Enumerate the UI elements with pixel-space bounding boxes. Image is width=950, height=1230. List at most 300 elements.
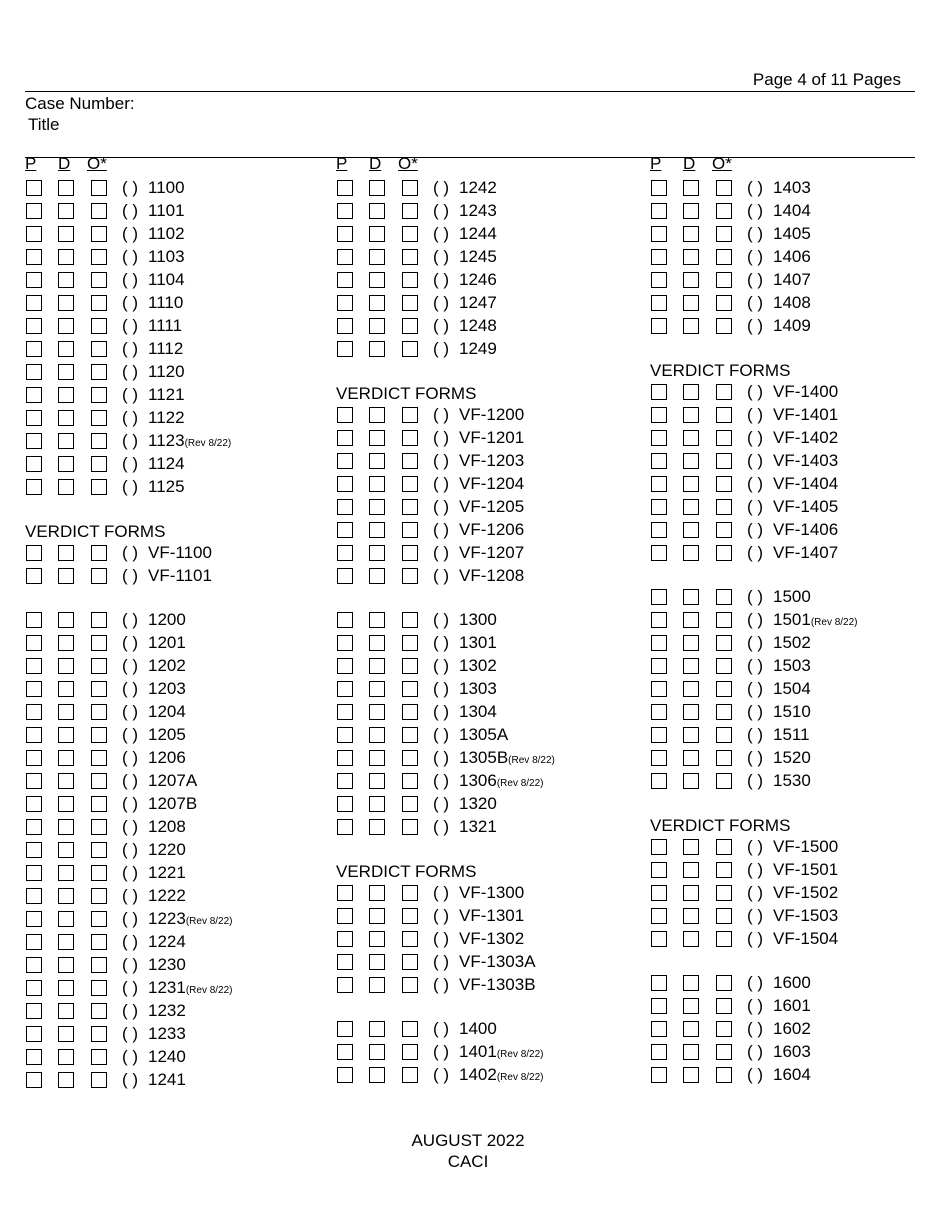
selection-parens[interactable]: ( ) [747,201,764,220]
checkbox-p[interactable] [337,773,353,789]
checkbox-p[interactable] [337,545,353,561]
checkbox-d[interactable] [369,568,385,584]
checkbox-p[interactable] [26,295,42,311]
checkbox-o[interactable] [91,681,107,697]
checkbox-o[interactable] [402,295,418,311]
checkbox-d[interactable] [369,727,385,743]
checkbox-d[interactable] [58,249,74,265]
checkbox-d[interactable] [58,203,74,219]
checkbox-o[interactable] [91,272,107,288]
selection-parens[interactable]: ( ) [122,1024,139,1043]
selection-parens[interactable]: ( ) [747,178,764,197]
checkbox-p[interactable] [26,1049,42,1065]
selection-parens[interactable]: ( ) [122,270,139,289]
checkbox-p[interactable] [651,453,667,469]
checkbox-p[interactable] [651,589,667,605]
selection-parens[interactable]: ( ) [747,656,764,675]
checkbox-p[interactable] [337,180,353,196]
checkbox-o[interactable] [91,1003,107,1019]
selection-parens[interactable]: ( ) [747,1065,764,1084]
checkbox-o[interactable] [402,819,418,835]
checkbox-d[interactable] [683,476,699,492]
checkbox-o[interactable] [402,773,418,789]
checkbox-p[interactable] [651,295,667,311]
checkbox-d[interactable] [683,295,699,311]
checkbox-d[interactable] [58,180,74,196]
checkbox-p[interactable] [651,545,667,561]
checkbox-p[interactable] [337,272,353,288]
checkbox-p[interactable] [26,479,42,495]
selection-parens[interactable]: ( ) [433,656,450,675]
checkbox-d[interactable] [683,931,699,947]
selection-parens[interactable]: ( ) [122,339,139,358]
checkbox-d[interactable] [369,295,385,311]
checkbox-o[interactable] [402,704,418,720]
checkbox-d[interactable] [683,908,699,924]
selection-parens[interactable]: ( ) [122,932,139,951]
selection-parens[interactable]: ( ) [747,702,764,721]
selection-parens[interactable]: ( ) [122,1047,139,1066]
checkbox-o[interactable] [91,410,107,426]
selection-parens[interactable]: ( ) [747,906,764,925]
selection-parens[interactable]: ( ) [747,725,764,744]
checkbox-d[interactable] [683,522,699,538]
selection-parens[interactable]: ( ) [747,633,764,652]
selection-parens[interactable]: ( ) [747,883,764,902]
checkbox-d[interactable] [683,1044,699,1060]
selection-parens[interactable]: ( ) [122,431,139,450]
checkbox-d[interactable] [683,226,699,242]
checkbox-o[interactable] [716,1044,732,1060]
checkbox-p[interactable] [651,1067,667,1083]
checkbox-p[interactable] [651,226,667,242]
selection-parens[interactable]: ( ) [122,656,139,675]
checkbox-d[interactable] [58,980,74,996]
checkbox-p[interactable] [651,885,667,901]
selection-parens[interactable]: ( ) [122,566,139,585]
checkbox-d[interactable] [58,957,74,973]
selection-parens[interactable]: ( ) [122,886,139,905]
selection-parens[interactable]: ( ) [433,543,450,562]
checkbox-p[interactable] [337,453,353,469]
checkbox-o[interactable] [716,589,732,605]
checkbox-o[interactable] [402,931,418,947]
checkbox-o[interactable] [716,522,732,538]
checkbox-o[interactable] [402,341,418,357]
checkbox-p[interactable] [651,931,667,947]
checkbox-p[interactable] [337,203,353,219]
checkbox-d[interactable] [683,180,699,196]
checkbox-p[interactable] [651,658,667,674]
checkbox-p[interactable] [26,341,42,357]
checkbox-p[interactable] [26,704,42,720]
checkbox-p[interactable] [337,681,353,697]
checkbox-p[interactable] [337,1067,353,1083]
checkbox-o[interactable] [402,635,418,651]
checkbox-o[interactable] [402,681,418,697]
checkbox-p[interactable] [26,1072,42,1088]
selection-parens[interactable]: ( ) [433,339,450,358]
checkbox-o[interactable] [402,568,418,584]
selection-parens[interactable]: ( ) [122,955,139,974]
checkbox-d[interactable] [58,773,74,789]
checkbox-o[interactable] [402,908,418,924]
checkbox-o[interactable] [716,885,732,901]
checkbox-o[interactable] [716,975,732,991]
checkbox-o[interactable] [402,203,418,219]
checkbox-p[interactable] [337,318,353,334]
checkbox-p[interactable] [651,681,667,697]
checkbox-o[interactable] [716,203,732,219]
checkbox-d[interactable] [369,796,385,812]
selection-parens[interactable]: ( ) [433,316,450,335]
selection-parens[interactable]: ( ) [433,1019,450,1038]
selection-parens[interactable]: ( ) [122,794,139,813]
checkbox-d[interactable] [369,658,385,674]
checkbox-d[interactable] [369,545,385,561]
checkbox-d[interactable] [369,203,385,219]
checkbox-p[interactable] [337,249,353,265]
checkbox-o[interactable] [91,180,107,196]
checkbox-o[interactable] [402,180,418,196]
checkbox-o[interactable] [402,407,418,423]
checkbox-p[interactable] [337,407,353,423]
checkbox-d[interactable] [369,704,385,720]
checkbox-d[interactable] [58,1003,74,1019]
checkbox-d[interactable] [58,658,74,674]
selection-parens[interactable]: ( ) [433,929,450,948]
checkbox-d[interactable] [58,865,74,881]
checkbox-d[interactable] [58,545,74,561]
checkbox-p[interactable] [26,568,42,584]
checkbox-o[interactable] [402,885,418,901]
checkbox-p[interactable] [337,341,353,357]
checkbox-p[interactable] [651,612,667,628]
checkbox-d[interactable] [683,750,699,766]
checkbox-o[interactable] [402,1067,418,1083]
checkbox-p[interactable] [337,226,353,242]
checkbox-o[interactable] [91,704,107,720]
checkbox-o[interactable] [402,954,418,970]
checkbox-o[interactable] [716,384,732,400]
checkbox-o[interactable] [91,249,107,265]
checkbox-o[interactable] [716,407,732,423]
checkbox-d[interactable] [58,819,74,835]
selection-parens[interactable]: ( ) [122,1070,139,1089]
checkbox-d[interactable] [683,658,699,674]
selection-parens[interactable]: ( ) [122,978,139,997]
selection-parens[interactable]: ( ) [747,996,764,1015]
selection-parens[interactable]: ( ) [122,702,139,721]
checkbox-p[interactable] [26,635,42,651]
checkbox-o[interactable] [91,364,107,380]
checkbox-o[interactable] [91,433,107,449]
selection-parens[interactable]: ( ) [433,405,450,424]
checkbox-d[interactable] [58,635,74,651]
selection-parens[interactable]: ( ) [747,270,764,289]
selection-parens[interactable]: ( ) [747,428,764,447]
checkbox-d[interactable] [683,384,699,400]
checkbox-p[interactable] [26,180,42,196]
checkbox-o[interactable] [91,203,107,219]
checkbox-o[interactable] [91,568,107,584]
checkbox-p[interactable] [651,203,667,219]
checkbox-o[interactable] [91,545,107,561]
checkbox-d[interactable] [58,410,74,426]
checkbox-o[interactable] [91,865,107,881]
selection-parens[interactable]: ( ) [433,497,450,516]
checkbox-o[interactable] [91,295,107,311]
checkbox-p[interactable] [337,819,353,835]
checkbox-d[interactable] [683,453,699,469]
checkbox-d[interactable] [683,635,699,651]
checkbox-o[interactable] [91,911,107,927]
checkbox-o[interactable] [91,980,107,996]
selection-parens[interactable]: ( ) [747,247,764,266]
checkbox-o[interactable] [402,430,418,446]
checkbox-d[interactable] [369,773,385,789]
checkbox-o[interactable] [91,1026,107,1042]
checkbox-p[interactable] [651,1021,667,1037]
selection-parens[interactable]: ( ) [122,771,139,790]
checkbox-d[interactable] [58,568,74,584]
checkbox-p[interactable] [651,773,667,789]
checkbox-o[interactable] [91,635,107,651]
checkbox-o[interactable] [402,522,418,538]
checkbox-p[interactable] [337,977,353,993]
checkbox-p[interactable] [26,364,42,380]
selection-parens[interactable]: ( ) [747,382,764,401]
checkbox-o[interactable] [716,1021,732,1037]
checkbox-d[interactable] [369,453,385,469]
checkbox-d[interactable] [58,681,74,697]
checkbox-o[interactable] [716,727,732,743]
checkbox-p[interactable] [337,476,353,492]
checkbox-o[interactable] [716,998,732,1014]
checkbox-p[interactable] [26,865,42,881]
selection-parens[interactable]: ( ) [433,293,450,312]
checkbox-d[interactable] [58,272,74,288]
selection-parens[interactable]: ( ) [122,679,139,698]
checkbox-p[interactable] [651,750,667,766]
selection-parens[interactable]: ( ) [122,316,139,335]
selection-parens[interactable]: ( ) [433,952,450,971]
checkbox-d[interactable] [683,318,699,334]
checkbox-o[interactable] [402,272,418,288]
checkbox-d[interactable] [369,635,385,651]
checkbox-p[interactable] [651,635,667,651]
checkbox-p[interactable] [26,272,42,288]
checkbox-p[interactable] [26,249,42,265]
checkbox-o[interactable] [716,862,732,878]
checkbox-o[interactable] [716,476,732,492]
checkbox-d[interactable] [58,612,74,628]
checkbox-p[interactable] [26,410,42,426]
checkbox-d[interactable] [683,545,699,561]
checkbox-p[interactable] [26,934,42,950]
checkbox-o[interactable] [402,977,418,993]
checkbox-o[interactable] [716,295,732,311]
checkbox-o[interactable] [91,773,107,789]
selection-parens[interactable]: ( ) [747,1019,764,1038]
checkbox-d[interactable] [369,226,385,242]
selection-parens[interactable]: ( ) [747,973,764,992]
checkbox-d[interactable] [369,522,385,538]
checkbox-p[interactable] [26,226,42,242]
selection-parens[interactable]: ( ) [433,451,450,470]
selection-parens[interactable]: ( ) [747,520,764,539]
checkbox-p[interactable] [26,681,42,697]
checkbox-p[interactable] [651,862,667,878]
checkbox-p[interactable] [651,998,667,1014]
checkbox-d[interactable] [369,931,385,947]
checkbox-p[interactable] [26,658,42,674]
checkbox-p[interactable] [651,384,667,400]
checkbox-d[interactable] [369,341,385,357]
checkbox-d[interactable] [683,998,699,1014]
checkbox-d[interactable] [58,911,74,927]
selection-parens[interactable]: ( ) [122,748,139,767]
selection-parens[interactable]: ( ) [433,566,450,585]
selection-parens[interactable]: ( ) [122,817,139,836]
selection-parens[interactable]: ( ) [747,316,764,335]
checkbox-o[interactable] [402,1021,418,1037]
checkbox-d[interactable] [58,1072,74,1088]
checkbox-p[interactable] [337,1044,353,1060]
checkbox-o[interactable] [716,499,732,515]
checkbox-p[interactable] [651,249,667,265]
checkbox-p[interactable] [26,433,42,449]
checkbox-d[interactable] [58,750,74,766]
checkbox-o[interactable] [716,226,732,242]
selection-parens[interactable]: ( ) [433,748,450,767]
selection-parens[interactable]: ( ) [433,906,450,925]
checkbox-o[interactable] [402,750,418,766]
checkbox-o[interactable] [716,272,732,288]
checkbox-d[interactable] [683,885,699,901]
checkbox-o[interactable] [402,658,418,674]
checkbox-d[interactable] [683,612,699,628]
selection-parens[interactable]: ( ) [747,679,764,698]
checkbox-o[interactable] [91,727,107,743]
checkbox-p[interactable] [651,839,667,855]
checkbox-p[interactable] [337,931,353,947]
checkbox-o[interactable] [402,545,418,561]
checkbox-o[interactable] [91,888,107,904]
selection-parens[interactable]: ( ) [747,587,764,606]
selection-parens[interactable]: ( ) [747,451,764,470]
checkbox-o[interactable] [716,839,732,855]
checkbox-d[interactable] [58,295,74,311]
checkbox-p[interactable] [337,704,353,720]
checkbox-p[interactable] [651,1044,667,1060]
checkbox-p[interactable] [337,430,353,446]
selection-parens[interactable]: ( ) [433,270,450,289]
checkbox-p[interactable] [337,635,353,651]
checkbox-d[interactable] [683,589,699,605]
checkbox-p[interactable] [337,499,353,515]
checkbox-o[interactable] [402,226,418,242]
checkbox-d[interactable] [683,862,699,878]
selection-parens[interactable]: ( ) [433,679,450,698]
checkbox-d[interactable] [369,499,385,515]
checkbox-d[interactable] [369,407,385,423]
selection-parens[interactable]: ( ) [433,794,450,813]
checkbox-d[interactable] [369,612,385,628]
checkbox-p[interactable] [26,819,42,835]
checkbox-d[interactable] [58,842,74,858]
checkbox-o[interactable] [91,341,107,357]
checkbox-p[interactable] [26,750,42,766]
selection-parens[interactable]: ( ) [747,610,764,629]
checkbox-p[interactable] [337,727,353,743]
selection-parens[interactable]: ( ) [122,610,139,629]
checkbox-o[interactable] [402,796,418,812]
checkbox-o[interactable] [716,681,732,697]
checkbox-p[interactable] [26,980,42,996]
checkbox-p[interactable] [651,318,667,334]
checkbox-o[interactable] [91,819,107,835]
checkbox-d[interactable] [683,203,699,219]
checkbox-p[interactable] [337,522,353,538]
checkbox-p[interactable] [651,908,667,924]
checkbox-o[interactable] [402,612,418,628]
checkbox-p[interactable] [26,957,42,973]
checkbox-p[interactable] [26,203,42,219]
checkbox-d[interactable] [369,476,385,492]
checkbox-p[interactable] [26,1026,42,1042]
checkbox-o[interactable] [402,453,418,469]
checkbox-o[interactable] [402,318,418,334]
checkbox-o[interactable] [716,318,732,334]
checkbox-o[interactable] [91,796,107,812]
checkbox-o[interactable] [91,1072,107,1088]
checkbox-d[interactable] [369,750,385,766]
checkbox-o[interactable] [402,249,418,265]
checkbox-d[interactable] [683,839,699,855]
selection-parens[interactable]: ( ) [122,725,139,744]
checkbox-o[interactable] [402,727,418,743]
selection-parens[interactable]: ( ) [433,771,450,790]
selection-parens[interactable]: ( ) [747,224,764,243]
selection-parens[interactable]: ( ) [122,362,139,381]
checkbox-p[interactable] [337,295,353,311]
selection-parens[interactable]: ( ) [433,428,450,447]
checkbox-p[interactable] [651,975,667,991]
checkbox-d[interactable] [58,318,74,334]
checkbox-d[interactable] [683,727,699,743]
checkbox-d[interactable] [369,318,385,334]
selection-parens[interactable]: ( ) [122,385,139,404]
selection-parens[interactable]: ( ) [122,543,139,562]
checkbox-d[interactable] [369,272,385,288]
checkbox-o[interactable] [402,499,418,515]
selection-parens[interactable]: ( ) [433,224,450,243]
checkbox-o[interactable] [91,226,107,242]
checkbox-o[interactable] [716,430,732,446]
checkbox-d[interactable] [58,479,74,495]
checkbox-o[interactable] [716,249,732,265]
checkbox-o[interactable] [716,750,732,766]
selection-parens[interactable]: ( ) [122,201,139,220]
checkbox-d[interactable] [58,1049,74,1065]
checkbox-p[interactable] [337,908,353,924]
checkbox-p[interactable] [337,612,353,628]
checkbox-o[interactable] [716,180,732,196]
checkbox-d[interactable] [369,977,385,993]
checkbox-p[interactable] [651,430,667,446]
selection-parens[interactable]: ( ) [122,840,139,859]
